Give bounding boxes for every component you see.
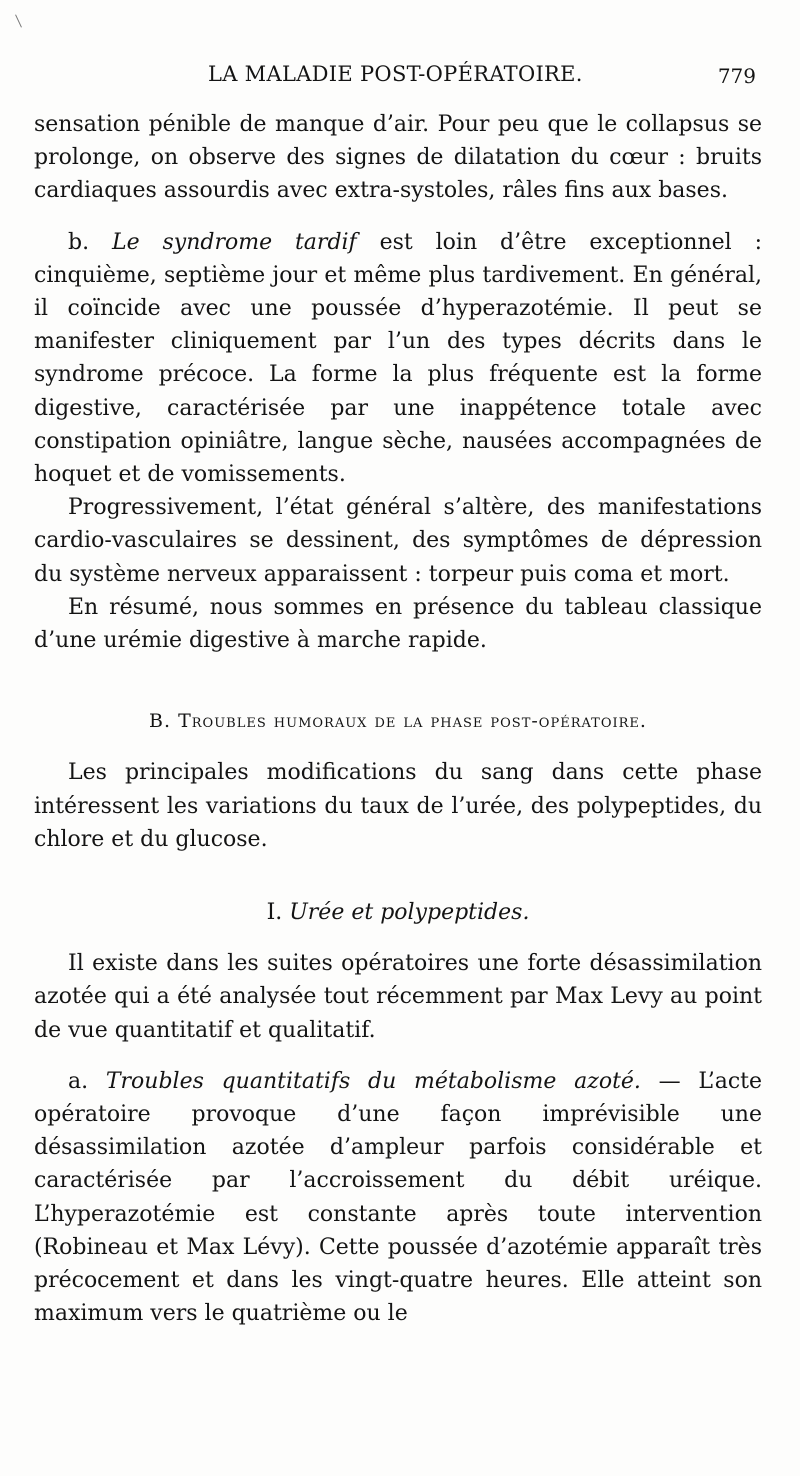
spacer (34, 1047, 762, 1065)
term-troubles-quantitatifs: Troubles quantitatifs du métabolisme azoté. (105, 1068, 641, 1094)
body-text (34, 108, 762, 1331)
paragraph-syndrome-tardif (34, 226, 762, 492)
sub-heading-uree (34, 896, 762, 929)
page-number: 779 (717, 64, 756, 88)
section-heading-b: B. Troubles humoraux de la phase post-opératoire. (149, 710, 647, 733)
spacer (34, 856, 762, 896)
spacer (34, 929, 762, 947)
term-syndrome-tardif: Le syndrome tardif (111, 229, 357, 255)
list-label-a: a. (68, 1068, 89, 1094)
paragraph-text: est loin d’être exceptionnel : cinquième, septième jour et même plus tardivement. En général, il coïncide avec une poussée d’hyperazotémie. Il peut se manifester cliniquement par l’un des types décrits dans le syndrome précoce. La forme la plus fréquente est la forme digestive, caractérisée par une inappétence totale avec constipation opiniâtre, langue sèche, nausées accompagnées de hoquet et de vomissements. (34, 229, 762, 488)
paragraph-troubles-quantitatifs (34, 1065, 762, 1331)
sub-heading-label: I. (266, 900, 283, 926)
paragraph-resume: En résumé, nous sommes en présence du tableau classique d’une urémie digestive à marche rapide. (34, 594, 762, 654)
running-head (36, 62, 764, 94)
paragraph-collapsus: sensation pénible de manque d’air. Pour peu que le collapsus se prolonge, on observe des signes de dilatation du cœur : bruits cardiaques assourdis avec extra-systoles, râles fins aux bases. (34, 112, 762, 204)
spacer (34, 208, 762, 226)
paragraph-desassimilation: Il existe dans les suites opératoires une forte désassimilation azotée qui a été analysée tout récemment par Max Levy au point de vue quantitatif et qualitatif. (34, 951, 762, 1043)
paragraph-progression: Progressivement, l’état général s’altère, des manifestations cardio-vasculaires se dessinent, des symptômes de dépression du système nerveux apparaissent : torpeur puis coma et mort. (34, 495, 762, 587)
running-title: LA MALADIE POST-OPÉRATOIRE. (208, 62, 583, 86)
paragraph-modifications-sang: Les principales modifications du sang dans cette phase intéressent les variations du taux de l’urée, des polypeptides, du chlore et du glucose. (34, 760, 762, 852)
sub-heading-title: Urée et polypeptides. (289, 900, 530, 926)
spacer (34, 657, 762, 705)
list-label-b: b. (68, 229, 90, 255)
stray-mark (15, 14, 22, 27)
paragraph-text: — L’acte opératoire provoque d’une façon imprévisible une désassimilation azotée d’ampleur parfois considérable et caractérisée par l’accroissement du débit uréique. L’hyperazotémie est constante après toute intervention (Robineau et Max Lévy). Cette poussée d’azotémie apparaît très précocement et dans les vingt-quatre heures. Elle atteint son maximum vers le quatrième ou le (34, 1068, 763, 1327)
spacer (34, 738, 762, 756)
